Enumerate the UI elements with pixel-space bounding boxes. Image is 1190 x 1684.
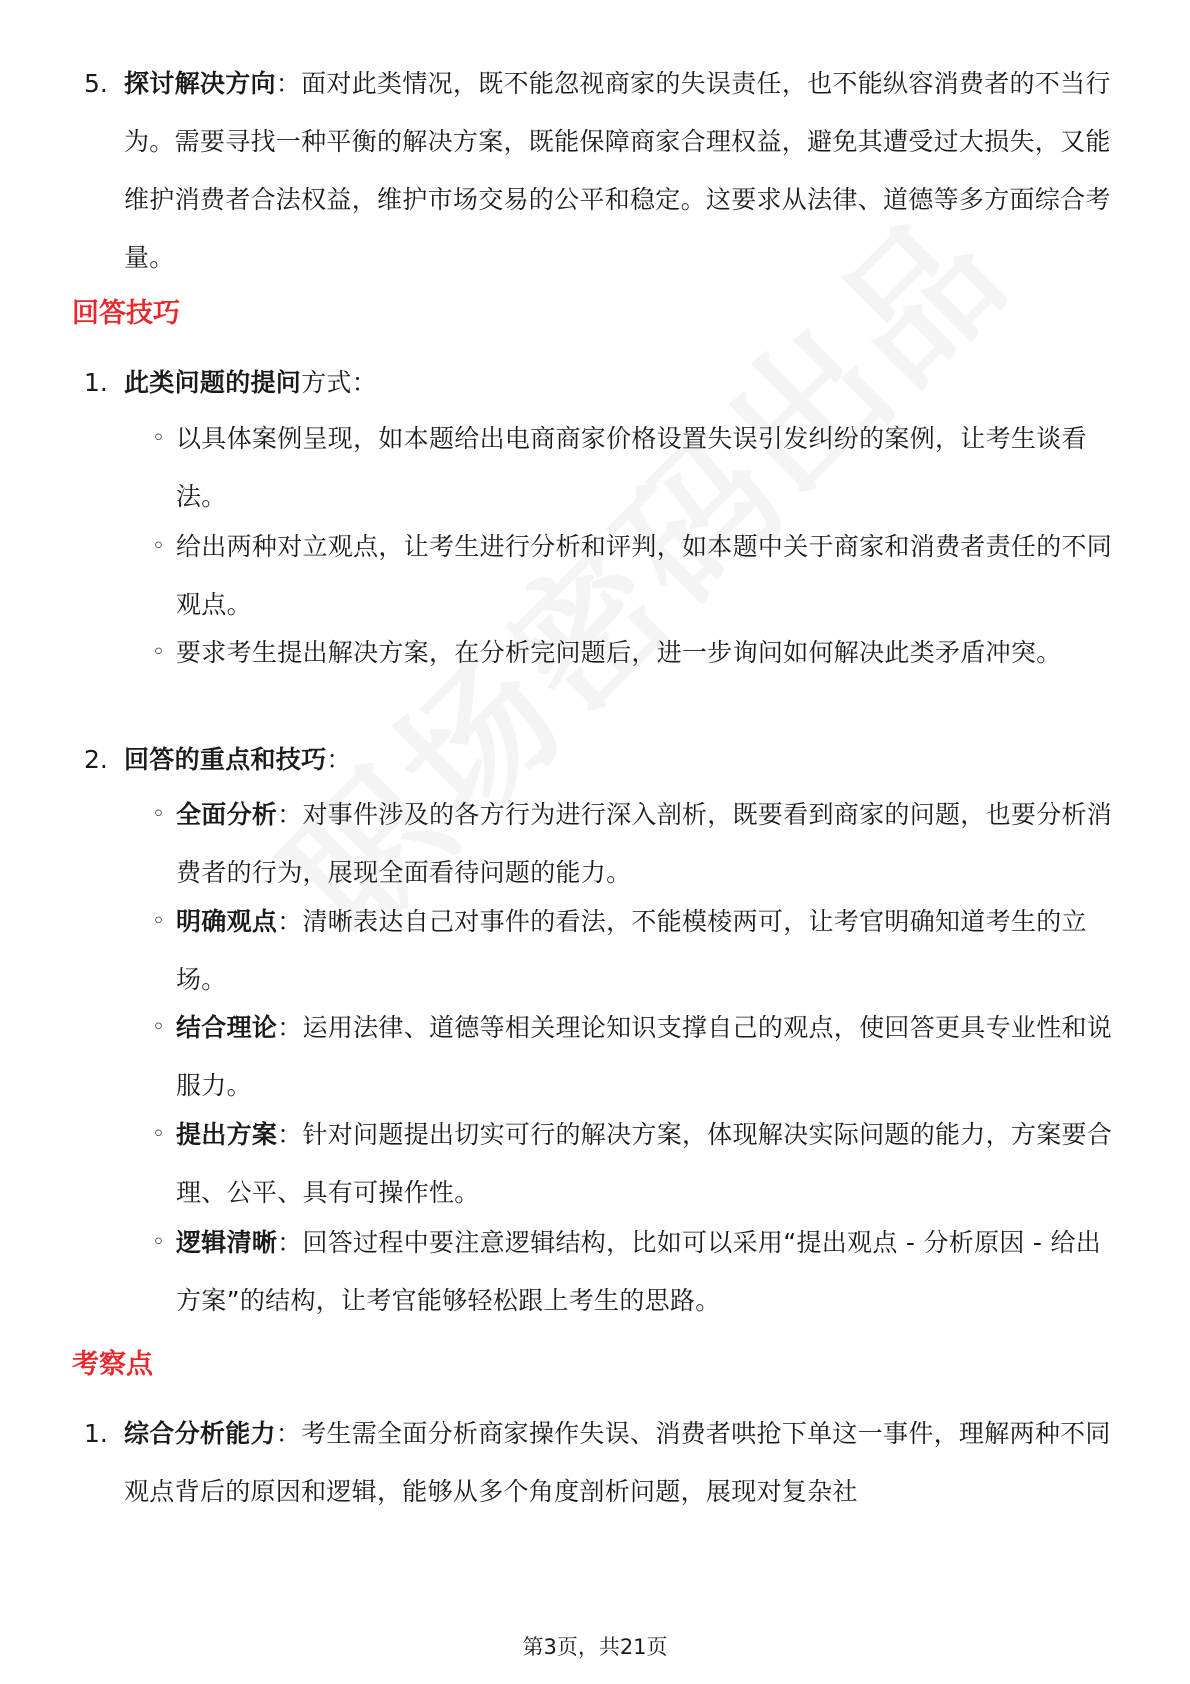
page-footer: 第3页，共21页 <box>522 1635 668 1659</box>
sub-item-title: 明确观点 <box>176 907 278 936</box>
item-text: ：考生需全面分析商家操作失误、消费者哄抢下单这一事件，理解两种不同观点背后的原因和逻辑，能够从多个角度剖析问题，展现对复杂社 <box>124 1419 1111 1506</box>
item-paragraph <box>124 55 1114 287</box>
sub-item-text <box>176 999 1116 1115</box>
item-title: 此类问题的提问 <box>124 368 302 397</box>
sub-item-text: 给出两种对立观点，让考生进行分析和评判，如本题中关于商家和消费者责任的不同观点。 <box>176 532 1113 619</box>
item-title: 回答的重点和技巧 <box>124 745 327 774</box>
bullet-icon: ◦ <box>152 640 165 665</box>
sub-item-title: 逻辑清晰 <box>176 1228 278 1257</box>
item-number: 1. <box>84 368 108 397</box>
item-text: 方式： <box>301 368 378 397</box>
sub-item-text: 要求考生提出解决方案，在分析完问题后，进一步询问如何解决此类矛盾冲突。 <box>176 638 1062 667</box>
item-paragraph <box>124 354 1114 412</box>
item-text: ：面对此类情况，既不能忽视商家的失误责任，也不能纵容消费者的不当行为。需要寻找一种平衡的解决方案，既能保障商家合理权益，避免其遭受过大损失，又能维护消费者合法权益，维护市场交易的公平和稳定。这要求从法律、道德等多方面综合考量。 <box>124 69 1111 272</box>
item-text: ： <box>326 745 352 774</box>
sub-item-body: ：针对问题提出切实可行的解决方案，体现解决实际问题的能力，方案要合理、公平、具有可操作性。 <box>176 1120 1113 1207</box>
bullet-icon: ◦ <box>152 802 165 827</box>
bullet-icon: ◦ <box>152 426 165 451</box>
sub-item-body: ：清晰表达自己对事件的看法，不能模棱两可，让考官明确知道考生的立场。 <box>176 907 1087 994</box>
sub-item-body: ：回答过程中要注意逻辑结构，比如可以采用“提出观点 - 分析原因 - 给出方案”的结构，让考官能够轻松跟上考生的思路。 <box>176 1228 1102 1315</box>
bullet-icon: ◦ <box>152 534 165 559</box>
section-heading-tips: 回答技巧 <box>72 298 180 329</box>
item-title: 综合分析能力 <box>124 1419 276 1448</box>
item-title: 探讨解决方向 <box>124 69 276 98</box>
sub-item-title: 全面分析 <box>176 800 278 829</box>
item-paragraph <box>124 731 1114 789</box>
sub-item-title: 提出方案 <box>176 1120 278 1149</box>
section-heading-points: 考察点 <box>72 1349 153 1380</box>
sub-item-text <box>176 1106 1116 1222</box>
bullet-icon: ◦ <box>152 1015 165 1040</box>
sub-item-text: 以具体案例呈现，如本题给出电商商家价格设置失误引发纠纷的案例，让考生谈看法。 <box>176 424 1087 511</box>
sub-item-text <box>176 786 1116 902</box>
sub-item-body: ：运用法律、道德等相关理论知识支撑自己的观点，使回答更具专业性和说服力。 <box>176 1013 1113 1100</box>
sub-item-text <box>176 893 1116 1009</box>
bullet-icon: ◦ <box>152 909 165 934</box>
item-number: 1. <box>84 1419 108 1448</box>
bullet-icon: ◦ <box>152 1230 165 1255</box>
bullet-icon: ◦ <box>152 1122 165 1147</box>
item-paragraph <box>124 1405 1114 1521</box>
sub-item-text <box>176 1214 1116 1330</box>
sub-item-body: ：对事件涉及的各方行为进行深入剖析，既要看到商家的问题，也要分析消费者的行为，展现全面看待问题的能力。 <box>176 800 1113 887</box>
sub-item-title: 结合理论 <box>176 1013 278 1042</box>
item-number: 5. <box>84 69 108 98</box>
item-number: 2. <box>84 745 108 774</box>
